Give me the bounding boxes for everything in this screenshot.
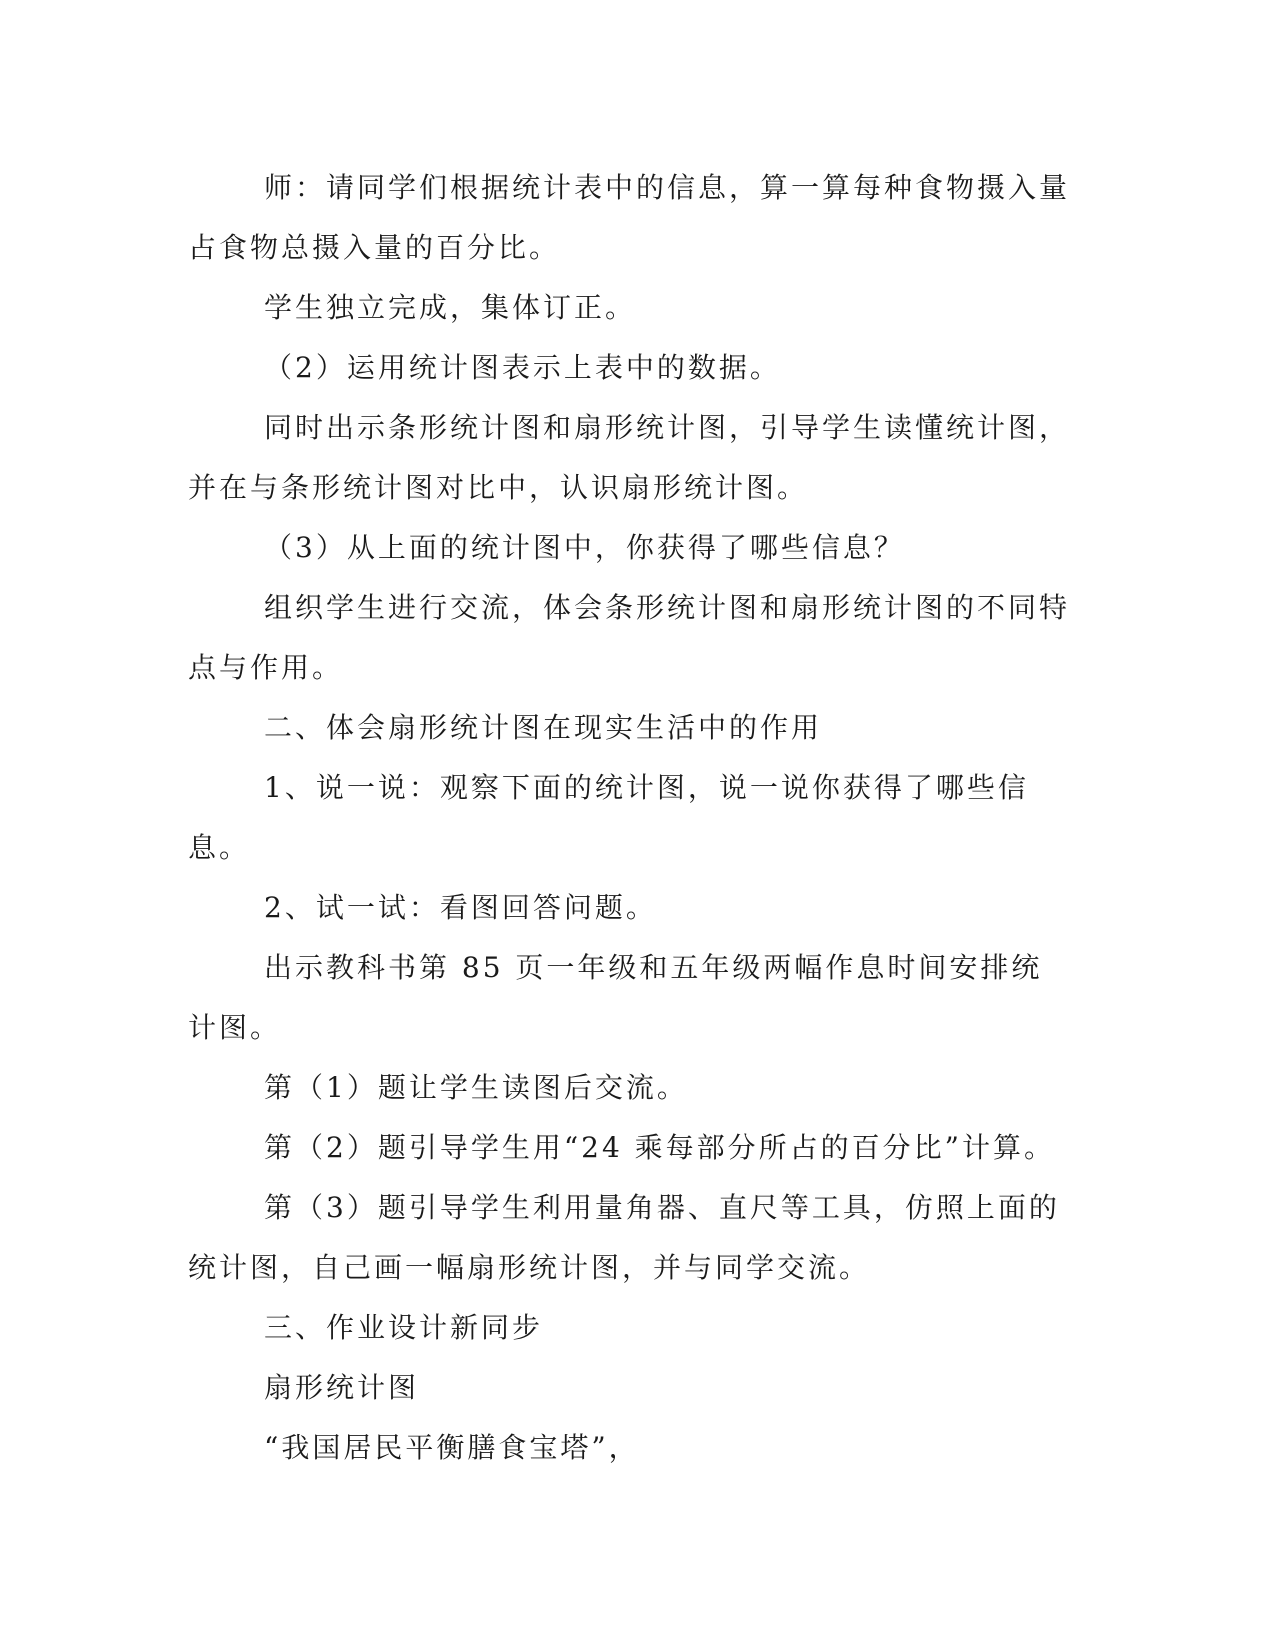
paragraph-textbook: 出示教科书第 85 页一年级和五年级两幅作息时间安排统计图。 xyxy=(188,951,1043,1044)
paragraph-step-2: （2）运用统计图表示上表中的数据。 xyxy=(264,351,781,384)
paragraph-question-1: 第（1）题让学生读图后交流。 xyxy=(264,1071,688,1104)
paragraph-question-3: 第（3）题引导学生利用量角器、直尺等工具，仿照上面的统计图，自己画一幅扇形统计图，并与同学交流。 xyxy=(188,1191,1060,1284)
section-heading-three: 三、作业设计新同步 xyxy=(264,1311,544,1344)
paragraph-show-charts: 同时出示条形统计图和扇形统计图，引导学生读懂统计图，并在与条形统计图对比中，认识扇形统计图。 xyxy=(188,411,1071,504)
section-heading-two: 二、体会扇形统计图在现实生活中的作用 xyxy=(264,711,823,744)
paragraph-try: 2、试一试：看图回答问题。 xyxy=(264,891,657,924)
paragraph-step-3: （3）从上面的统计图中，你获得了哪些信息？ xyxy=(264,531,905,564)
paragraph-pagoda: “我国居民平衡膳食宝塔”， xyxy=(264,1431,640,1464)
paragraph-teacher-instruction: 师：请同学们根据统计表中的信息，算一算每种食物摄入量占食物总摄入量的百分比。 xyxy=(188,171,1071,264)
paragraph-say: 1、说一说：观察下面的统计图，说一说你获得了哪些信息。 xyxy=(188,771,1029,864)
paragraph-topic: 扇形统计图 xyxy=(264,1371,420,1404)
document-body xyxy=(188,158,1072,1478)
paragraph-question-2: 第（2）题引导学生用“24 乘每部分所占的百分比”计算。 xyxy=(264,1131,1055,1164)
paragraph-discussion: 组织学生进行交流，体会条形统计图和扇形统计图的不同特点与作用。 xyxy=(188,591,1071,684)
paragraph-student-correction: 学生独立完成，集体订正。 xyxy=(264,291,637,324)
